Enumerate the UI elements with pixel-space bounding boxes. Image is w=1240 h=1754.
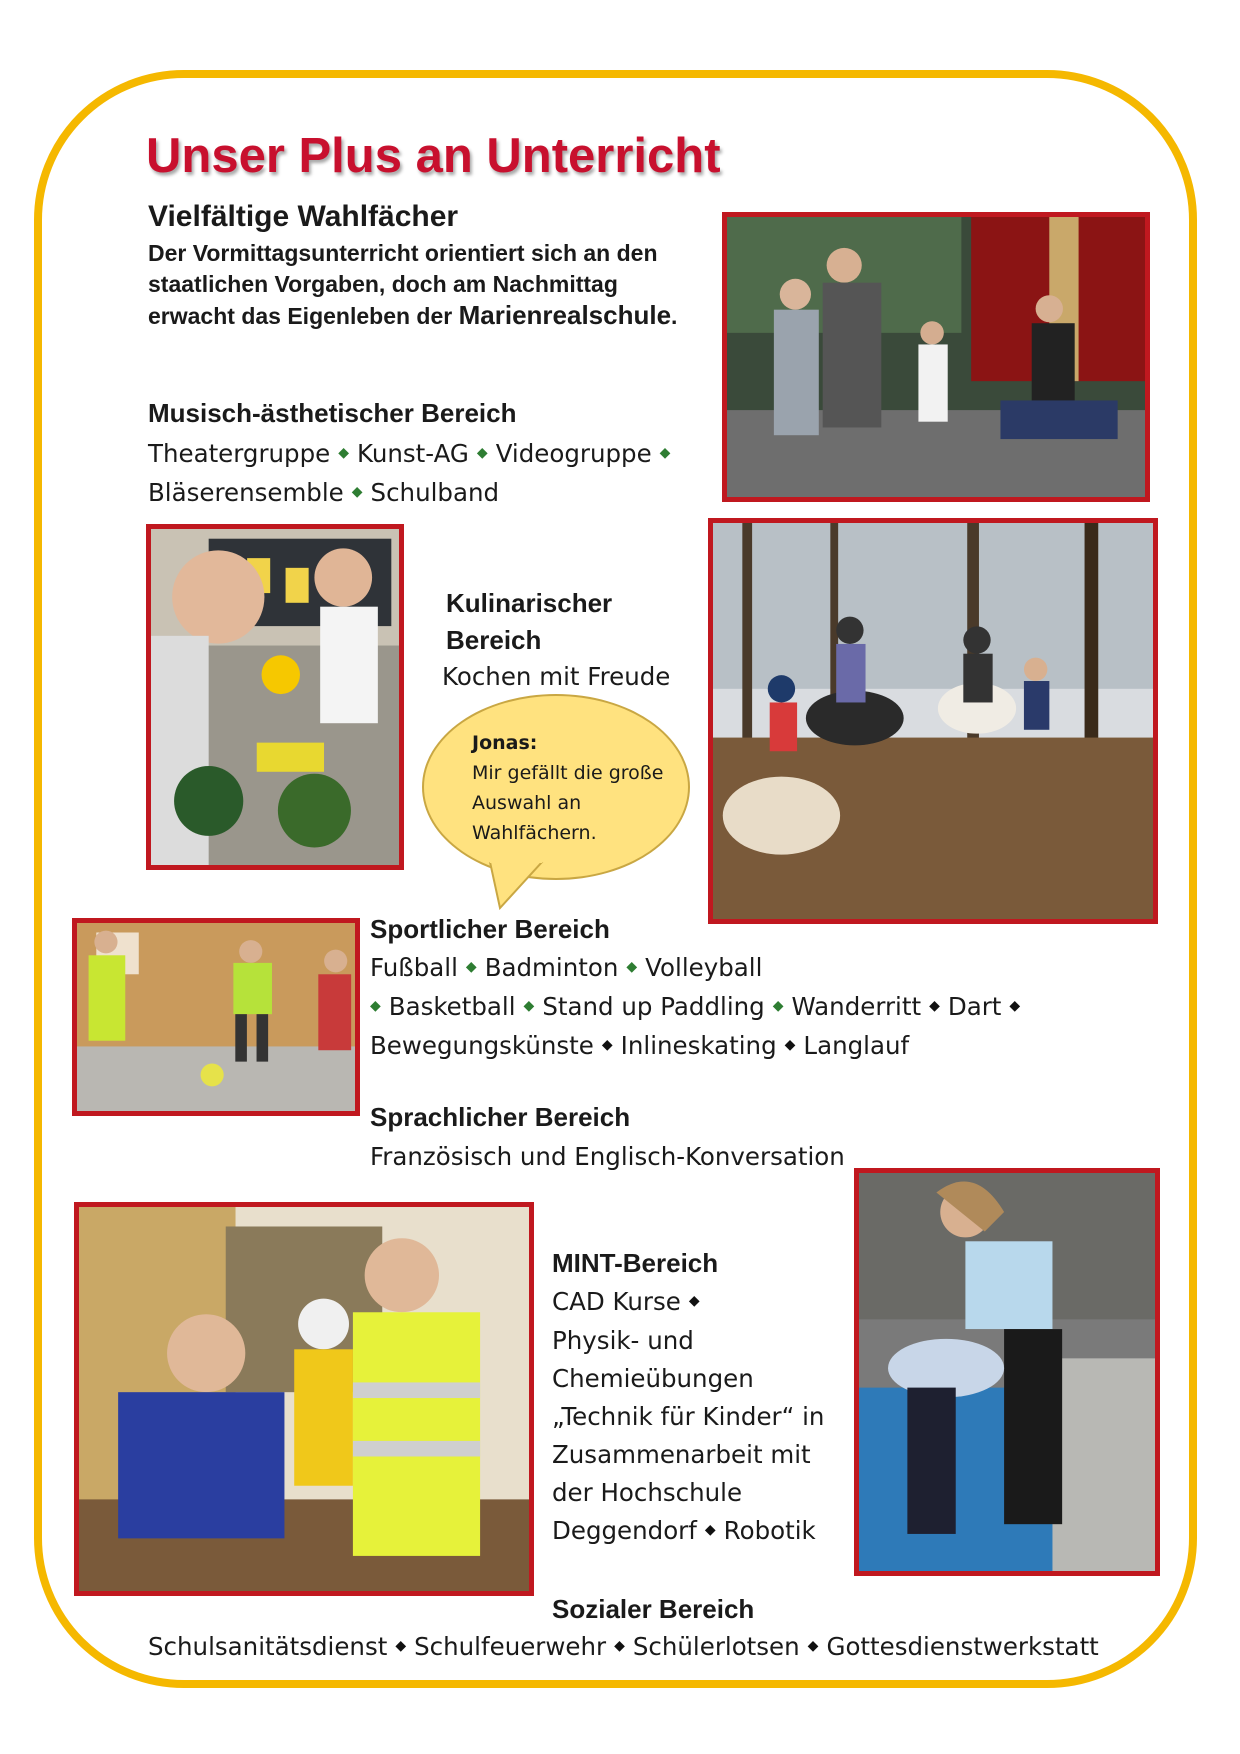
- diamond-bullet-icon: ◆: [807, 1638, 819, 1654]
- culinary-heading-line2: Bereich: [446, 625, 542, 655]
- diamond-bullet-icon: ◆: [614, 1638, 625, 1654]
- quote-body: Mir gefällt die große Auswahl an Wahlfächern.: [472, 762, 664, 844]
- social-heading: Sozialer Bereich: [552, 1594, 755, 1624]
- list-item: Wanderritt: [791, 992, 922, 1021]
- intro-text: [148, 238, 688, 332]
- diamond-bullet-icon: ◆: [659, 445, 671, 461]
- list-item: Chemieübungen: [552, 1364, 754, 1393]
- list-item: Schulsanitätsdienst: [148, 1632, 388, 1661]
- sport-list: [370, 949, 1028, 1066]
- diamond-bullet-icon: ◆: [465, 959, 477, 975]
- sport-heading: Sportlicher Bereich: [370, 914, 610, 944]
- diamond-bullet-icon: ◆: [1009, 998, 1021, 1014]
- diamond-bullet-icon: ◆: [626, 959, 638, 975]
- list-item: Langlauf: [803, 1031, 910, 1060]
- diamond-bullet-icon: ◆: [338, 445, 350, 461]
- diamond-bullet-icon: ◆: [370, 998, 381, 1014]
- band-photo: [722, 212, 1150, 502]
- diamond-bullet-icon: ◆: [523, 998, 535, 1014]
- list-item: Fußball: [370, 953, 458, 982]
- list-item: der Hochschule: [552, 1478, 743, 1507]
- horse-ride-photo: [708, 518, 1158, 924]
- list-item: Kunst-AG: [357, 439, 469, 468]
- speech-bubble-tail: [486, 862, 546, 910]
- quote-name: Jonas:: [472, 732, 538, 754]
- culinary-text: Kochen mit Freude: [442, 662, 671, 691]
- cooking-photo: [146, 524, 404, 870]
- language-text: Französisch und Englisch-Konversation: [370, 1142, 845, 1171]
- acrobatics-photo: [854, 1168, 1160, 1576]
- list-item: Stand up Paddling: [542, 992, 765, 1021]
- intro-body: Der Vormittagsunterricht orientiert sich an den staatlichen Vorgaben, doch am Nachmittag erwacht das Eigenleben der: [148, 240, 658, 329]
- diamond-bullet-icon: ◆: [929, 998, 940, 1014]
- list-item: Deggendorf: [552, 1516, 697, 1545]
- sport-photo: [72, 918, 360, 1116]
- list-item: Dart: [947, 992, 1002, 1021]
- diamond-bullet-icon: ◆: [601, 1037, 613, 1053]
- diamond-bullet-icon: ◆: [784, 1037, 796, 1053]
- list-item: Bewegungskünste: [370, 1031, 594, 1060]
- school-name: Marienrealschule: [458, 300, 672, 330]
- list-item: „Technik für Kinder“ in: [552, 1402, 825, 1431]
- diamond-bullet-icon: ◆: [688, 1293, 700, 1309]
- intro-period: .: [671, 303, 678, 329]
- list-item: CAD Kurse: [552, 1287, 681, 1316]
- language-heading: Sprachlicher Bereich: [370, 1102, 631, 1132]
- intro-heading: Vielfältige Wahlfächer: [148, 200, 459, 233]
- music-heading: Musisch-ästhetischer Bereich: [148, 398, 517, 428]
- list-item: Theatergruppe: [148, 439, 331, 468]
- page-title: Unser Plus an Unterricht: [146, 129, 721, 183]
- list-item: Gottesdienstwerkstatt: [826, 1632, 1099, 1661]
- list-item: Schülerlotsen: [632, 1632, 800, 1661]
- list-item: Robotik: [723, 1516, 816, 1545]
- list-item: Bläserensemble: [148, 478, 344, 507]
- diamond-bullet-icon: ◆: [476, 445, 488, 461]
- list-item: Volleyball: [645, 953, 763, 982]
- list-item: Zusammenarbeit mit: [552, 1440, 811, 1469]
- mint-heading: MINT-Bereich: [552, 1248, 719, 1278]
- diamond-bullet-icon: ◆: [772, 998, 784, 1014]
- diamond-bullet-icon: ◆: [395, 1638, 407, 1654]
- diamond-bullet-icon: ◆: [704, 1522, 716, 1538]
- first-aid-photo: [74, 1202, 534, 1596]
- list-item: Videogruppe: [495, 439, 652, 468]
- culinary-heading-line1: Kulinarischer: [446, 588, 613, 618]
- list-item: Schulband: [370, 478, 500, 507]
- diamond-bullet-icon: ◆: [351, 484, 363, 500]
- list-item: Basketball: [388, 992, 516, 1021]
- list-item: Badminton: [484, 953, 619, 982]
- quote-text: [472, 728, 672, 848]
- music-list: [148, 435, 678, 513]
- list-item: Inlineskating: [620, 1031, 777, 1060]
- list-item: Physik- und: [552, 1326, 694, 1355]
- mint-list: [552, 1283, 824, 1551]
- social-list: [148, 1628, 1099, 1667]
- list-item: Schulfeuerwehr: [414, 1632, 607, 1661]
